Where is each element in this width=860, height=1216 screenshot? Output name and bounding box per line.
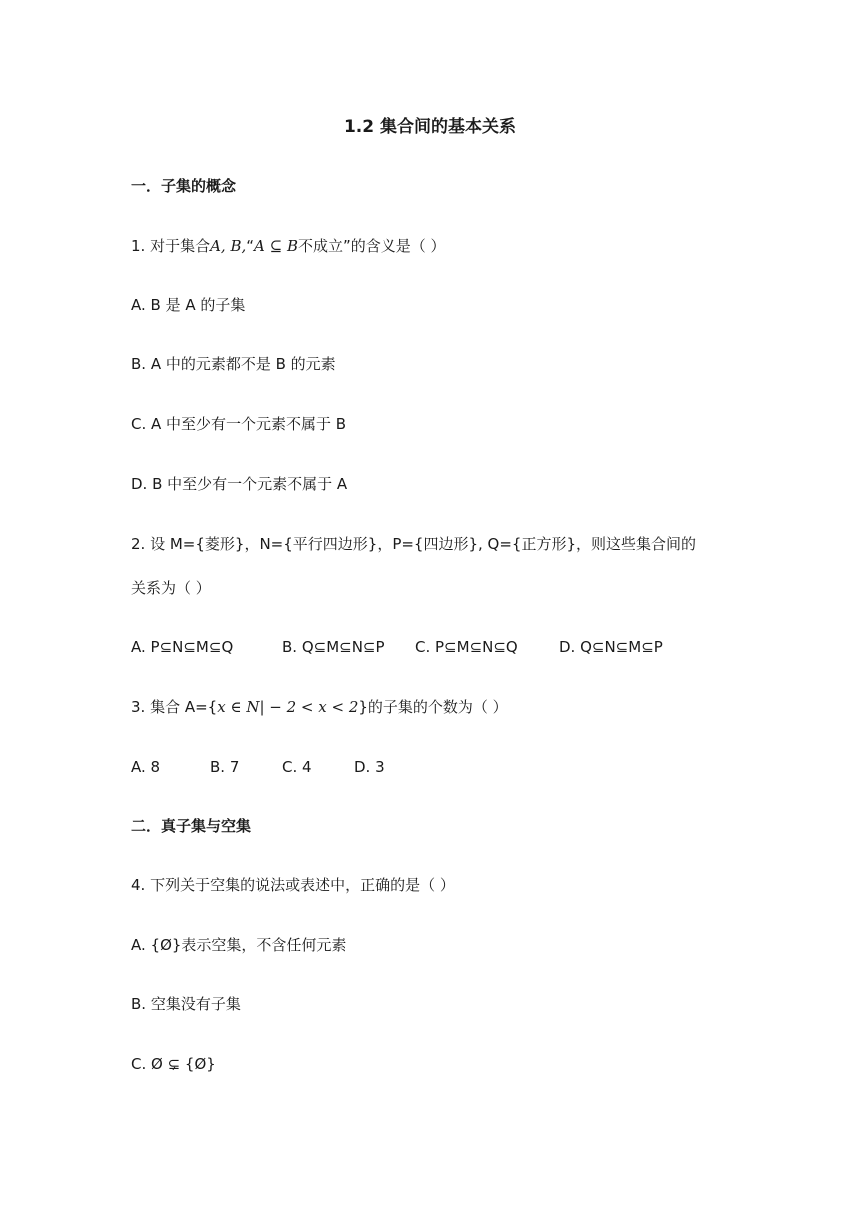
q1-quote-open: “ xyxy=(246,237,255,255)
q3-suffix: }的子集的个数为（ ） xyxy=(358,698,508,716)
q2-option-a: A. P⊆N⊆M⊆Q xyxy=(131,638,234,656)
section-heading-subset: 一．子集的概念 xyxy=(131,177,237,195)
q4-option-a: A. {Ø}表示空集，不含任何元素 xyxy=(131,936,347,954)
question-4-stem: 4. 下列关于空集的说法或表述中，正确的是（ ） xyxy=(131,876,455,894)
q4-option-c: C. Ø ⊊ {Ø} xyxy=(131,1055,216,1073)
q1-option-b: B. A 中的元素都不是 B 的元素 xyxy=(131,355,336,373)
q2-option-c: C. P⊆M⊆N⊆Q xyxy=(415,638,518,656)
q1-option-d: D. B 中至少有一个元素不属于 A xyxy=(131,475,348,493)
q1-suffix: 不成立”的含义是（ ） xyxy=(298,237,446,255)
q1-math-relation: A ⊆ B xyxy=(254,237,299,255)
q1-prefix: 1. 对于集合 xyxy=(131,237,211,255)
question-3-stem xyxy=(131,697,508,717)
q1-math-sets: A, B, xyxy=(210,237,247,255)
q2-option-d: D. Q⊆N⊆M⊆P xyxy=(559,638,663,656)
question-2-stem-line2: 关系为（ ） xyxy=(131,579,211,597)
q3-prefix: 3. 集合 A={ xyxy=(131,698,218,716)
q3-option-a: A. 8 xyxy=(131,758,161,776)
q2-option-b: B. Q⊆M⊆N⊆P xyxy=(282,638,385,656)
q3-math-condition: x ∈ N| − 2 < x < 2 xyxy=(217,698,359,716)
q3-option-b: B. 7 xyxy=(210,758,240,776)
section-heading-proper-subset: 二．真子集与空集 xyxy=(131,817,252,835)
q1-option-a: A. B 是 A 的子集 xyxy=(131,296,246,314)
question-2-stem-line1: 2. 设 M={菱形}，N={平行四边形}，P={四边形}, Q={正方形}，则这些集合间的 xyxy=(131,535,697,553)
question-1-stem xyxy=(131,236,446,256)
q3-option-d: D. 3 xyxy=(354,758,385,776)
page-title: 1.2 集合间的基本关系 xyxy=(343,117,517,137)
q3-option-c: C. 4 xyxy=(282,758,312,776)
q4-option-b: B. 空集没有子集 xyxy=(131,995,241,1013)
q1-option-c: C. A 中至少有一个元素不属于 B xyxy=(131,415,347,433)
